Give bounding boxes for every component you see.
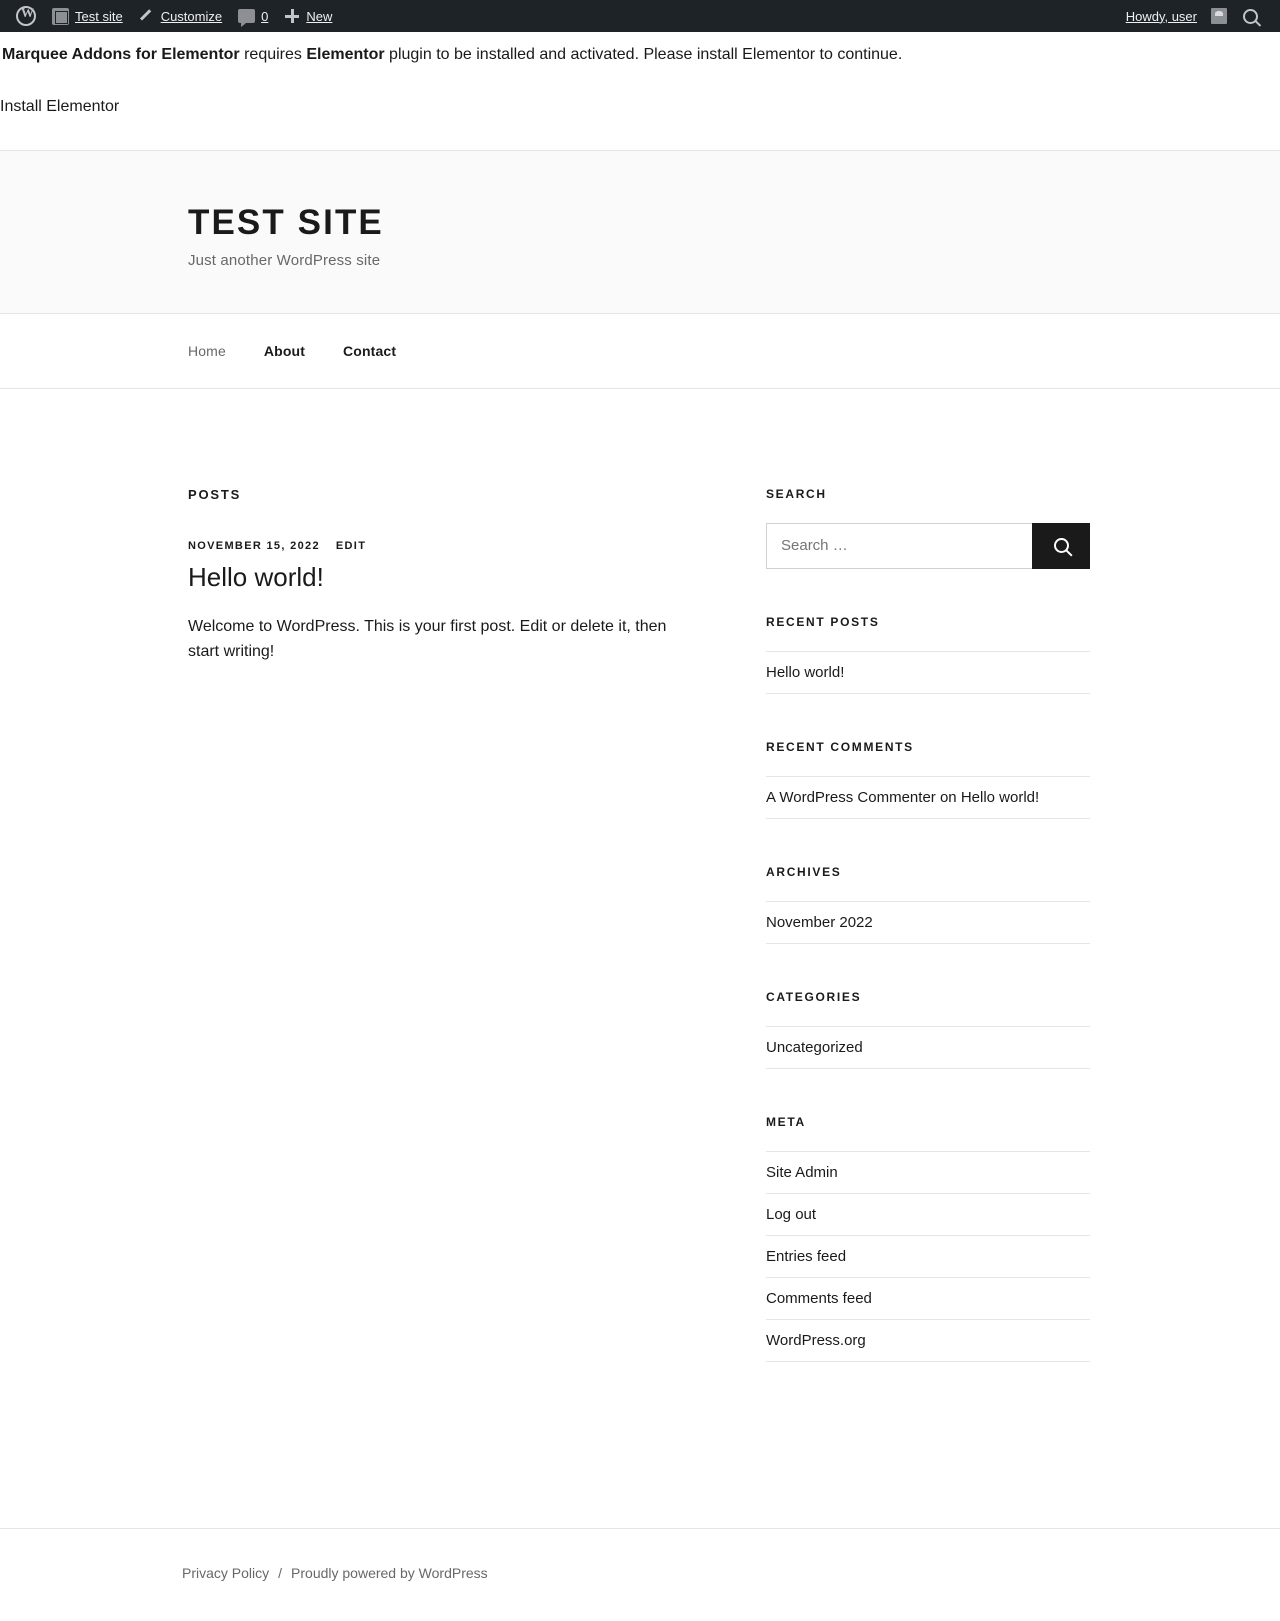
- widget-recent-comments: [766, 740, 1090, 819]
- comment-on-text: on: [935, 788, 961, 806]
- recent-posts-list: [766, 651, 1090, 694]
- search-icon: [1054, 538, 1069, 553]
- search-icon: [1243, 9, 1258, 24]
- primary-navigation-region: [0, 314, 1280, 389]
- meta-list: [766, 1151, 1090, 1362]
- meta-link-entries-feed[interactable]: Entries feed: [766, 1247, 847, 1265]
- adminbar-customize-label: Customize: [160, 8, 223, 24]
- install-elementor-link[interactable]: Install Elementor: [0, 97, 120, 115]
- site-tagline: Just another WordPress site: [188, 251, 381, 269]
- widget-categories-title: CATEGORIES: [766, 989, 862, 1004]
- nav-item-home[interactable]: Home: [188, 342, 226, 359]
- plus-icon: [284, 8, 300, 24]
- adminbar-comments[interactable]: [230, 0, 276, 32]
- category-link-uncategorized[interactable]: Uncategorized: [766, 1038, 863, 1056]
- widget-recent-posts-title: RECENT POSTS: [766, 614, 880, 629]
- comment-author-link[interactable]: A WordPress Commenter: [766, 788, 936, 806]
- main-content: [188, 487, 688, 1408]
- adminbar-my-account[interactable]: [1118, 0, 1235, 32]
- adminbar-site-name-label: Test site: [75, 8, 123, 24]
- footer-separator: /: [278, 1564, 283, 1581]
- list-item: [766, 901, 1090, 944]
- widget-archives: [766, 865, 1090, 944]
- dashboard-icon: [52, 8, 69, 25]
- adminbar-new-label: New: [306, 8, 333, 24]
- meta-link-site-admin[interactable]: Site Admin: [766, 1163, 838, 1181]
- adminbar-customize[interactable]: [131, 0, 230, 32]
- list-item: [766, 1235, 1090, 1277]
- widget-meta-title: META: [766, 1114, 806, 1129]
- plugin-notice: [0, 32, 1280, 116]
- sidebar: [766, 487, 1090, 1408]
- pencil-icon: [139, 8, 155, 24]
- post-excerpt: Welcome to WordPress. This is your first post. Edit or delete it, then start writing!: [188, 617, 667, 660]
- list-item: [766, 1193, 1090, 1235]
- primary-navigation: [188, 314, 1092, 388]
- widget-meta: [766, 1115, 1090, 1362]
- search-form: [766, 523, 1090, 569]
- site-branding: [188, 151, 1092, 313]
- page-title[interactable]: TEST SITE: [188, 202, 384, 242]
- wp-admin-bar: [0, 0, 1280, 32]
- plugin-notice-required-plugin: Elementor: [306, 46, 385, 63]
- adminbar-site-name[interactable]: [44, 0, 131, 32]
- meta-link-comments-feed[interactable]: Comments feed: [766, 1289, 872, 1307]
- site-footer: [182, 1529, 1098, 1621]
- widget-recent-posts: [766, 615, 1090, 694]
- adminbar-comments-count: 0: [261, 8, 269, 24]
- widget-recent-comments-title: RECENT COMMENTS: [766, 739, 914, 754]
- footer-privacy-policy-link[interactable]: Privacy Policy: [182, 1564, 270, 1581]
- widget-archives-title: ARCHIVES: [766, 864, 842, 879]
- adminbar-howdy-label: Howdy, user: [1125, 8, 1197, 24]
- widget-search-title: SEARCH: [766, 486, 827, 501]
- adminbar-wp-logo-item[interactable]: [8, 0, 44, 32]
- content-area: [188, 389, 1092, 1528]
- archives-list: [766, 901, 1090, 944]
- widget-search: [766, 487, 1090, 569]
- list-item: [766, 1277, 1090, 1319]
- comment-bubble-icon: [238, 9, 255, 23]
- adminbar-search-button[interactable]: [1235, 0, 1272, 32]
- footer-credit-link[interactable]: Proudly powered by WordPress: [291, 1564, 488, 1581]
- plugin-notice-plugin-name: Marquee Addons for Elementor: [2, 46, 240, 63]
- post-title[interactable]: Hello world!: [188, 561, 324, 592]
- user-avatar: [1211, 8, 1227, 24]
- site-header-region: [0, 150, 1280, 314]
- post-date-link[interactable]: NOVEMBER 15, 2022: [188, 539, 320, 552]
- search-input[interactable]: [766, 523, 1032, 569]
- meta-link-log-out[interactable]: Log out: [766, 1205, 817, 1223]
- posts-section-label: POSTS: [188, 486, 242, 502]
- post-meta: [188, 540, 688, 552]
- comment-post-link[interactable]: Hello world!: [960, 788, 1040, 806]
- list-item: [766, 1026, 1090, 1069]
- categories-list: [766, 1026, 1090, 1069]
- list-item: [766, 776, 1090, 819]
- post-edit-link[interactable]: EDIT: [335, 539, 367, 552]
- plugin-notice-text: [0, 42, 1280, 68]
- archive-link-november-2022[interactable]: November 2022: [766, 913, 873, 931]
- adminbar-right-group: [1118, 0, 1272, 32]
- site-footer-region: [0, 1528, 1280, 1621]
- nav-item-about[interactable]: About: [263, 342, 306, 359]
- nav-item-contact[interactable]: Contact: [343, 342, 397, 359]
- search-submit-button[interactable]: [1032, 523, 1090, 569]
- recent-post-link[interactable]: Hello world!: [766, 663, 845, 681]
- list-item: [766, 1151, 1090, 1193]
- adminbar-new[interactable]: [276, 0, 340, 32]
- post-article: [188, 540, 688, 665]
- recent-comments-list: [766, 776, 1090, 819]
- list-item: [766, 1319, 1090, 1362]
- meta-link-wordpress-org[interactable]: WordPress.org: [766, 1331, 866, 1349]
- wordpress-logo-icon: [16, 6, 36, 26]
- widget-categories: [766, 990, 1090, 1069]
- plugin-notice-text-2: plugin to be installed and activated. Please install Elementor to continue.: [384, 46, 903, 63]
- list-item: [766, 651, 1090, 694]
- plugin-notice-text-1: requires: [239, 46, 307, 63]
